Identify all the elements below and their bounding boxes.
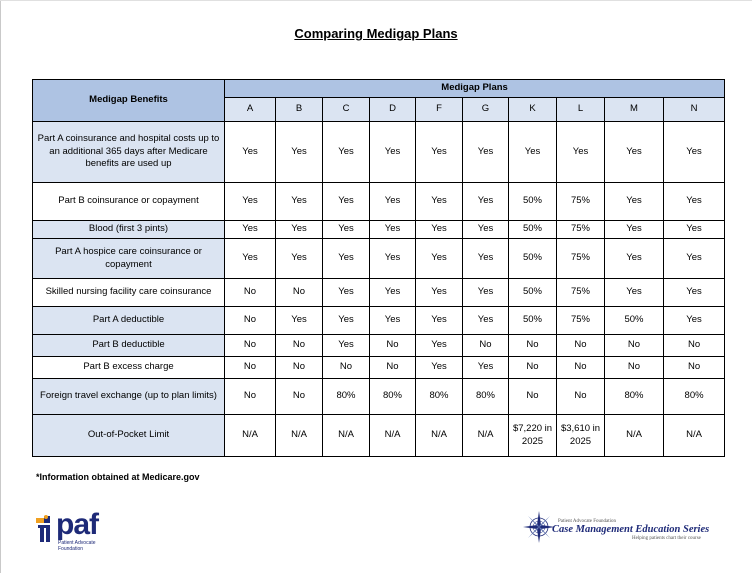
plan-value-cell: 75%	[557, 221, 605, 239]
plan-value-cell: 50%	[509, 183, 557, 221]
plan-value-cell: 80%	[370, 379, 416, 415]
benefit-label: Skilled nursing facility care coinsurance	[33, 279, 225, 307]
plan-value-cell: Yes	[370, 221, 416, 239]
plan-value-cell: Yes	[463, 307, 509, 335]
plan-value-cell: No	[509, 335, 557, 357]
plan-value-cell: No	[664, 335, 725, 357]
plan-value-cell: Yes	[664, 221, 725, 239]
plan-value-cell: N/A	[370, 415, 416, 457]
table-row	[33, 335, 725, 357]
plan-value-cell: Yes	[605, 122, 664, 183]
plan-header-g: G	[463, 98, 509, 122]
plan-value-cell: N/A	[463, 415, 509, 457]
plan-value-cell: No	[557, 357, 605, 379]
plan-value-cell: No	[370, 335, 416, 357]
plan-value-cell: Yes	[225, 122, 276, 183]
plan-value-cell: Yes	[664, 279, 725, 307]
plan-value-cell: No	[225, 357, 276, 379]
plan-value-cell: Yes	[225, 239, 276, 279]
plan-value-cell: Yes	[605, 279, 664, 307]
benefit-label: Out-of-Pocket Limit	[33, 415, 225, 457]
plan-value-cell: 75%	[557, 239, 605, 279]
plan-value-cell: No	[225, 379, 276, 415]
benefit-label: Part A hospice care coinsurance or copayment	[33, 239, 225, 279]
table-row	[33, 379, 725, 415]
paf-logo	[34, 508, 124, 552]
plan-value-cell: Yes	[416, 122, 463, 183]
plan-value-cell: Yes	[370, 307, 416, 335]
plan-value-cell: 75%	[557, 279, 605, 307]
plan-value-cell: Yes	[463, 279, 509, 307]
plan-value-cell: Yes	[323, 221, 370, 239]
plan-value-cell: No	[509, 357, 557, 379]
plan-value-cell: 80%	[605, 379, 664, 415]
plan-value-cell: N/A	[416, 415, 463, 457]
plan-value-cell: 50%	[509, 279, 557, 307]
plan-header-k: K	[509, 98, 557, 122]
plan-value-cell: Yes	[323, 122, 370, 183]
plan-header-n: N	[664, 98, 725, 122]
benefits-header: Medigap Benefits	[33, 80, 225, 122]
plan-value-cell: No	[557, 379, 605, 415]
plan-value-cell: Yes	[416, 239, 463, 279]
table-row	[33, 239, 725, 279]
plan-value-cell: No	[605, 335, 664, 357]
plan-value-cell: Yes	[276, 221, 323, 239]
plan-header-l: L	[557, 98, 605, 122]
plan-value-cell: Yes	[605, 239, 664, 279]
plan-value-cell: Yes	[605, 183, 664, 221]
table-row	[33, 279, 725, 307]
plan-value-cell: Yes	[664, 307, 725, 335]
plan-value-cell: Yes	[557, 122, 605, 183]
plan-value-cell: $3,610 in 2025	[557, 415, 605, 457]
benefit-label: Part A coinsurance and hospital costs up to an additional 365 days after Medicare benefits are used up	[33, 122, 225, 183]
plan-value-cell: No	[276, 335, 323, 357]
page-edge-top	[0, 0, 752, 1]
plan-value-cell: Yes	[225, 183, 276, 221]
plan-value-cell: 50%	[509, 221, 557, 239]
paf-wordmark: paf	[56, 508, 98, 541]
plan-value-cell: No	[323, 357, 370, 379]
plan-value-cell: Yes	[416, 307, 463, 335]
plan-value-cell: Yes	[416, 335, 463, 357]
table-row	[33, 221, 725, 239]
plan-value-cell: Yes	[323, 183, 370, 221]
plan-value-cell: No	[605, 357, 664, 379]
plan-value-cell: Yes	[370, 279, 416, 307]
plan-value-cell: Yes	[463, 357, 509, 379]
plan-value-cell: No	[557, 335, 605, 357]
plan-header-m: M	[605, 98, 664, 122]
plan-value-cell: 80%	[664, 379, 725, 415]
plan-value-cell: Yes	[225, 221, 276, 239]
plan-value-cell: 50%	[509, 239, 557, 279]
plan-value-cell: Yes	[370, 239, 416, 279]
plan-value-cell: Yes	[664, 183, 725, 221]
plan-value-cell: Yes	[416, 357, 463, 379]
plan-value-cell: Yes	[463, 239, 509, 279]
plan-value-cell: Yes	[276, 122, 323, 183]
cm-series-title: Case Management Education Series	[552, 524, 710, 535]
plan-value-cell: 75%	[557, 307, 605, 335]
benefit-label: Part B deductible	[33, 335, 225, 357]
medigap-comparison-table	[32, 79, 725, 457]
plan-header-d: D	[370, 98, 416, 122]
plan-value-cell: Yes	[416, 221, 463, 239]
plan-value-cell: Yes	[664, 122, 725, 183]
plan-value-cell: $7,220 in 2025	[509, 415, 557, 457]
benefit-label: Part A deductible	[33, 307, 225, 335]
benefit-label: Blood (first 3 pints)	[33, 221, 225, 239]
plan-value-cell: N/A	[323, 415, 370, 457]
page-title: Comparing Medigap Plans	[294, 26, 458, 41]
benefit-label: Part B coinsurance or copayment	[33, 183, 225, 221]
plan-header-f: F	[416, 98, 463, 122]
table-row	[33, 357, 725, 379]
cm-overline: Patient Advocate Foundation	[558, 519, 617, 524]
plan-value-cell: N/A	[225, 415, 276, 457]
plan-header-a: A	[225, 98, 276, 122]
plan-value-cell: N/A	[664, 415, 725, 457]
plan-value-cell: No	[370, 357, 416, 379]
plan-value-cell: 80%	[323, 379, 370, 415]
plans-header: Medigap Plans	[225, 80, 725, 98]
plan-value-cell: 75%	[557, 183, 605, 221]
plan-value-cell: Yes	[323, 279, 370, 307]
table-row	[33, 183, 725, 221]
benefit-label: Foreign travel exchange (up to plan limits)	[33, 379, 225, 415]
plan-value-cell: Yes	[463, 183, 509, 221]
plan-value-cell: 80%	[416, 379, 463, 415]
plan-value-cell: No	[664, 357, 725, 379]
benefit-label: Part B excess charge	[33, 357, 225, 379]
plan-value-cell: Yes	[323, 335, 370, 357]
plan-value-cell: 50%	[605, 307, 664, 335]
plan-value-cell: No	[276, 357, 323, 379]
plan-value-cell: 80%	[463, 379, 509, 415]
plan-value-cell: No	[225, 279, 276, 307]
plan-value-cell: No	[276, 379, 323, 415]
plan-value-cell: Yes	[276, 183, 323, 221]
page-edge-left	[0, 0, 1, 573]
plan-value-cell: Yes	[605, 221, 664, 239]
compass-rose-icon	[522, 510, 556, 544]
source-footnote: *Information obtained at Medicare.gov	[36, 472, 200, 482]
plan-value-cell: No	[463, 335, 509, 357]
plan-value-cell: Yes	[276, 239, 323, 279]
plan-value-cell: Yes	[276, 307, 323, 335]
plan-value-cell: Yes	[323, 307, 370, 335]
plan-value-cell: N/A	[276, 415, 323, 457]
plan-value-cell: No	[276, 279, 323, 307]
plan-value-cell: Yes	[323, 239, 370, 279]
plan-value-cell: Yes	[370, 122, 416, 183]
plan-value-cell: 50%	[509, 307, 557, 335]
plan-header-b: B	[276, 98, 323, 122]
table-body	[33, 122, 725, 457]
plan-value-cell: Yes	[416, 279, 463, 307]
plan-value-cell: Yes	[463, 221, 509, 239]
paf-figure-icon	[34, 514, 56, 546]
plan-value-cell: Yes	[370, 183, 416, 221]
plan-value-cell: Yes	[463, 122, 509, 183]
plan-value-cell: No	[225, 307, 276, 335]
plan-value-cell: Yes	[509, 122, 557, 183]
case-management-logo	[522, 510, 722, 544]
table-row	[33, 415, 725, 457]
plan-value-cell: No	[225, 335, 276, 357]
paf-subtitle: Patient Advocate Foundation	[58, 540, 96, 552]
table-row	[33, 122, 725, 183]
table-row	[33, 307, 725, 335]
plan-header-c: C	[323, 98, 370, 122]
plan-value-cell: N/A	[605, 415, 664, 457]
plan-value-cell: No	[509, 379, 557, 415]
plan-value-cell: Yes	[664, 239, 725, 279]
plan-value-cell: Yes	[416, 183, 463, 221]
cm-tagline: Helping patients chart their course	[632, 536, 701, 541]
